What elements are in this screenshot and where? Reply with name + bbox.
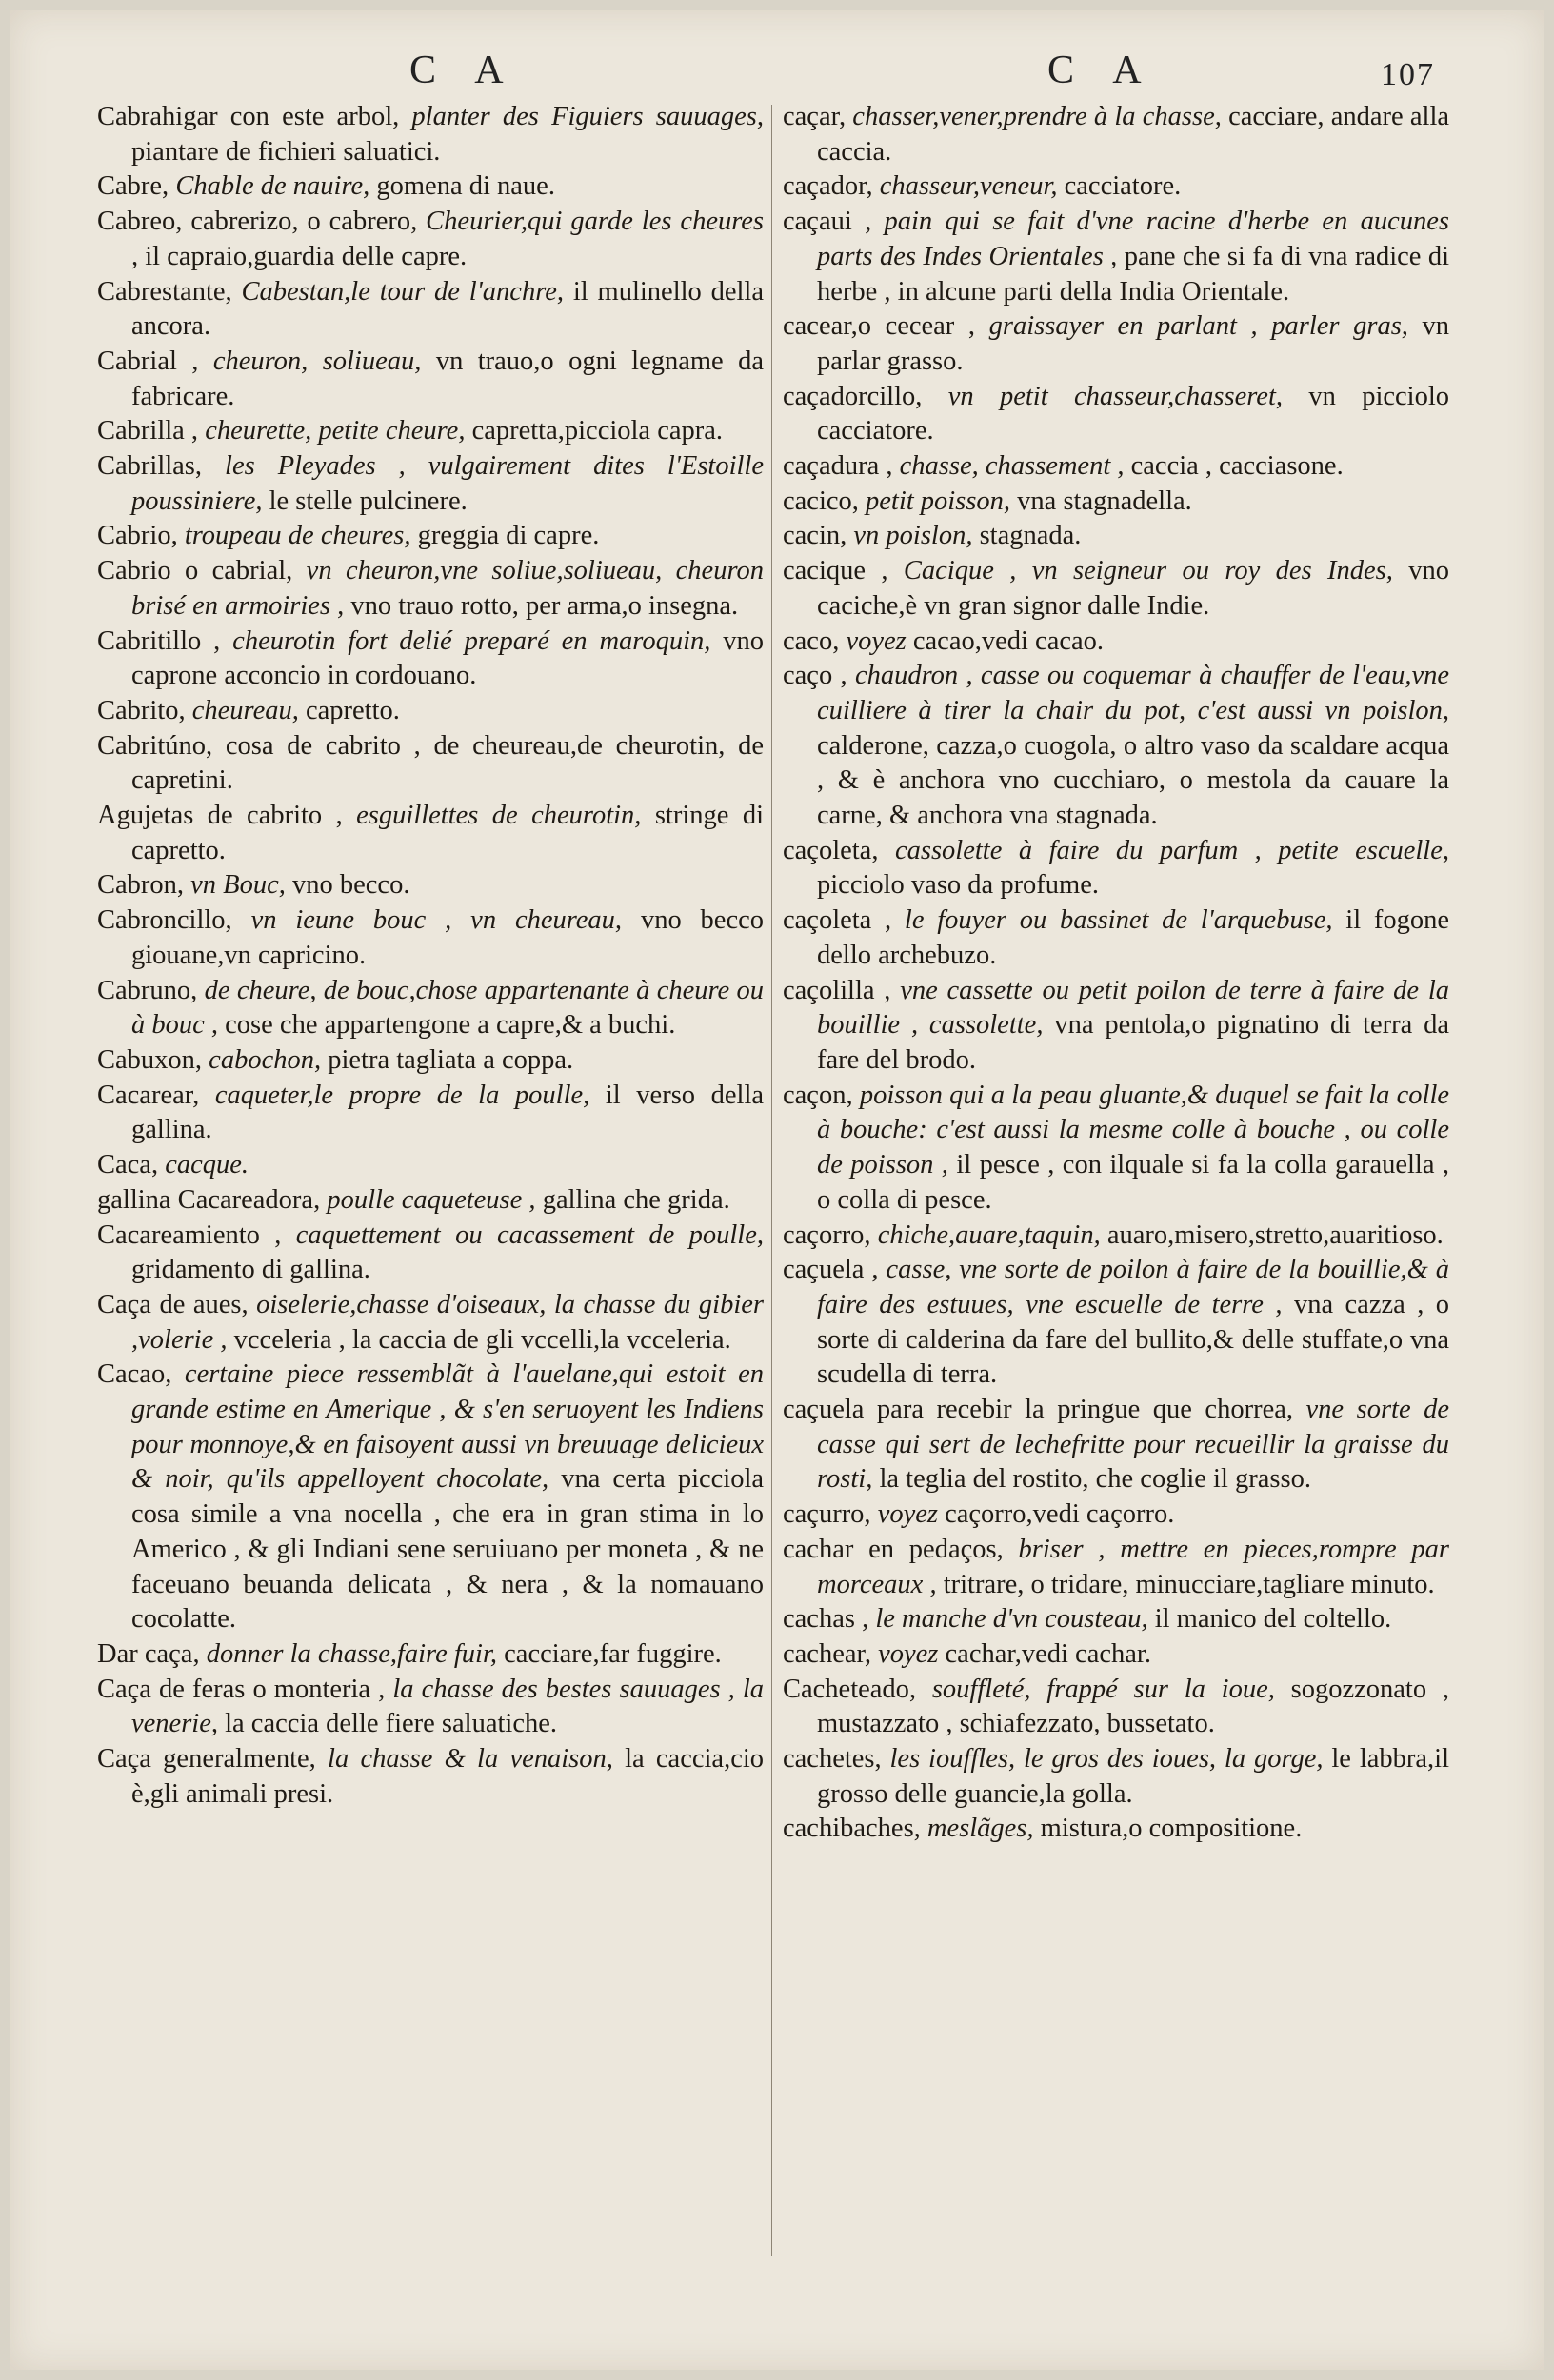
entry-headword: Caça de feras o monteria ,: [97, 1674, 386, 1704]
entry-italian-gloss: vn parlar grasso.: [817, 311, 1450, 376]
dictionary-entry: [783, 169, 1449, 205]
entry-headword: cachibaches,: [783, 1814, 921, 1844]
entry-italian-gloss: il pesce , con ilquale si fa la colla garauella , o colla di pesce.: [817, 1150, 1450, 1215]
entry-italian-gloss: capretta,picciola capra.: [471, 416, 724, 446]
entry-french-gloss: vn cheuron,vne soliue,soliueau, cheuron brisé en armoiries ,: [131, 556, 764, 621]
entry-headword: caçaui ,: [783, 207, 872, 237]
entry-italian-gloss: cacciatore.: [1064, 171, 1182, 202]
entry-headword: Caça generalmente,: [97, 1744, 316, 1775]
dictionary-entry: [783, 485, 1449, 520]
dictionary-entry: [783, 1742, 1449, 1812]
left-column: [97, 100, 764, 1812]
entry-italian-gloss: le labbra,il grosso delle guancie,la golla.: [817, 1744, 1449, 1809]
entry-french-gloss: poisson qui a la peau gluante,& duquel se fait la colle à bouche: c'est aussi la mesme colle à bouche , ou colle de poisson ,: [817, 1080, 1450, 1180]
entry-headword: cacear,o cecear ,: [783, 311, 976, 342]
entry-italian-gloss: cacciare, andare alla caccia.: [817, 102, 1450, 167]
dictionary-entry: [783, 1533, 1449, 1602]
entry-french-gloss: vn Bouc,: [190, 870, 286, 901]
dictionary-entry: [783, 1673, 1449, 1742]
dictionary-entry: [783, 519, 1449, 554]
entry-french-gloss: Cheurier,qui garde les cheures ,: [131, 207, 764, 271]
dictionary-entry: [97, 1742, 764, 1812]
dictionary-entry: [783, 1079, 1449, 1219]
entry-italian-gloss: vno becco.: [292, 870, 410, 901]
entry-french-gloss: souffleté, frappé sur la ioue,: [931, 1674, 1275, 1704]
entry-headword: caçoleta ,: [783, 905, 892, 936]
entry-headword: Cabrahigar con este arbol,: [97, 102, 400, 131]
entry-headword: Cabrito,: [97, 695, 186, 725]
entry-italian-gloss: caçorro,vedi caçorro.: [945, 1499, 1175, 1530]
entry-french-gloss: les Pleyades , vulgairement dites l'Estoille poussiniere,: [131, 451, 764, 516]
entry-headword: Cabritúno,: [97, 730, 213, 761]
entry-headword: caçolilla ,: [783, 975, 891, 1005]
dictionary-entry: [783, 1219, 1449, 1254]
entry-italian-gloss: il manico del coltello.: [1154, 1604, 1392, 1635]
entry-french-gloss: la chasse des bestes sauuages , la venerie,: [131, 1674, 765, 1739]
entry-italian-gloss: calderone, cazza,o cuogola, o altro vaso da scaldare acqua , & è anchora vno cucchiaro, o mestola da cauare la carne, & anchora vna stagnada.: [817, 730, 1449, 831]
dictionary-entry: [97, 275, 764, 345]
entry-headword: Cacao,: [97, 1359, 172, 1390]
dictionary-entry: [97, 625, 764, 694]
entry-headword: cacico,: [783, 486, 859, 516]
entry-headword: cachetes,: [783, 1744, 882, 1775]
dictionary-entry: [783, 1637, 1449, 1673]
entry-french-gloss: chasse, chassement ,: [899, 451, 1125, 482]
entry-italian-gloss: vna cazza , o sorte di calderina da fare del bullito,& delle stuffate,o vna scudella di terra.: [817, 1289, 1450, 1390]
entry-french-gloss: voyez: [878, 1638, 939, 1669]
entry-italian-gloss: cosa de cabrito , de cheureau,de cheurotin, de capretini.: [131, 730, 764, 796]
entry-french-gloss: cheurotin fort delié preparé en maroquin,: [232, 625, 711, 656]
entry-french-gloss: les iouffles, le gros des ioues, la gorge,: [889, 1744, 1324, 1775]
entry-italian-gloss: tritrare, o tridare, minucciare,tagliare minuto.: [943, 1569, 1435, 1599]
entry-french-gloss: chasser,vener,prendre à la chasse,: [852, 102, 1222, 131]
entry-italian-gloss: vno caciche,è vn gran signor dalle Indie.: [817, 556, 1450, 621]
entry-headword: caço ,: [783, 661, 847, 691]
entry-french-gloss: Chable de nauire,: [175, 171, 370, 202]
dictionary-entry: [783, 903, 1449, 973]
entry-french-gloss: le manche d'vn cousteau,: [875, 1604, 1148, 1635]
dictionary-entry: [783, 834, 1449, 903]
entry-french-gloss: casse, vne sorte de poilon à faire de la bouillie,& à faire des estuues, vne escuelle de terre ,: [817, 1255, 1449, 1319]
column-divider: [771, 105, 772, 2256]
entry-italian-gloss: gallina che grida.: [542, 1184, 730, 1215]
entry-italian-gloss: caccia , cacciasone.: [1130, 451, 1344, 482]
entry-french-gloss: cassolette à faire du parfum , petite escuelle,: [894, 835, 1450, 865]
right-running-head: C A: [1047, 49, 1157, 92]
dictionary-entry: [783, 205, 1449, 309]
dictionary-entry: [97, 519, 764, 554]
entry-headword: caçuela ,: [783, 1255, 879, 1285]
entry-italian-gloss: sogozzonato , mustazzato , schiafezzato, bussetato.: [817, 1674, 1450, 1739]
dictionary-entry: [97, 414, 764, 449]
dictionary-entry: [97, 799, 764, 868]
dictionary-entry: [783, 974, 1449, 1079]
dictionary-entry: [97, 1673, 764, 1742]
entry-french-gloss: troupeau de cheures,: [184, 521, 411, 551]
dictionary-entry: [783, 625, 1449, 660]
dictionary-entry: [97, 903, 764, 973]
entry-french-gloss: vn poislon,: [853, 521, 973, 551]
dictionary-entry: [783, 1812, 1449, 1847]
entry-italian-gloss: picciolo vaso da profume.: [817, 870, 1099, 901]
entry-french-gloss: certaine piece ressemblãt à l'auelane,qui estoit en grande estime en Amerique , & s'en seruoyent les Indiens pour monnoye,& en faisoyent aussi vn breuuage delicieux & noir, qu'ils appelloyent chocolate,: [131, 1359, 764, 1495]
entry-headword: cachas ,: [783, 1604, 869, 1635]
entry-french-gloss: petit poisson,: [866, 486, 1011, 516]
entry-headword: Cabreo, cabrerizo, o cabrero,: [97, 207, 418, 237]
dictionary-entry: [783, 449, 1449, 485]
entry-headword: Cabron,: [97, 870, 185, 901]
entry-headword: caçoleta,: [783, 835, 879, 865]
entry-french-gloss: la chasse & la venaison,: [328, 1744, 613, 1775]
dictionary-entry: [97, 169, 764, 205]
dictionary-entry: [783, 309, 1449, 379]
entry-french-gloss: briser , mettre en pieces,rompre par morceaux ,: [817, 1534, 1449, 1599]
entry-french-gloss: vn petit chasseur,chasseret,: [947, 381, 1283, 411]
entry-french-gloss: cabochon,: [209, 1044, 322, 1075]
entry-french-gloss: vne sorte de casse qui sert de lechefritte pour recueillir la graisse du rosti,: [817, 1395, 1450, 1495]
entry-headword: Cabrestante,: [97, 276, 232, 307]
dictionary-entry: [97, 449, 764, 519]
dictionary-entry: [97, 729, 764, 799]
entry-headword: caçurro,: [783, 1499, 871, 1530]
entry-headword: Cabrio o cabrial,: [97, 556, 293, 586]
entry-italian-gloss: greggia di capre.: [417, 521, 600, 551]
dictionary-entry: [97, 1043, 764, 1079]
entry-headword: Cacareamiento ,: [97, 1220, 282, 1250]
dictionary-entry: [97, 868, 764, 903]
entry-headword: Dar caça,: [97, 1638, 200, 1669]
entry-headword: Cabroncillo,: [97, 905, 232, 936]
right-column: [783, 100, 1449, 1847]
dictionary-entry: [97, 1637, 764, 1673]
dictionary-entry: [783, 659, 1449, 834]
dictionary-entry: [783, 554, 1449, 624]
entry-italian-gloss: vcceleria , la caccia de gli vccelli,la vcceleria.: [233, 1324, 731, 1355]
entry-headword: Caca,: [97, 1150, 159, 1180]
entry-italian-gloss: il mulinello della ancora.: [131, 276, 765, 342]
entry-italian-gloss: la caccia delle fiere saluatiche.: [225, 1709, 557, 1739]
dictionary-page: [10, 10, 1544, 2370]
entry-italian-gloss: le stelle pulcinere.: [269, 486, 468, 516]
dictionary-entry: [783, 1497, 1449, 1533]
entry-italian-gloss: vno caprone acconcio in cordouano.: [131, 625, 765, 691]
dictionary-entry: [97, 1358, 764, 1637]
entry-french-gloss: cheureau,: [191, 695, 299, 725]
entry-french-gloss: vne cassette ou petit poilon de terre à faire de la bouillie , cassolette,: [817, 975, 1449, 1041]
entry-headword: cachear,: [783, 1638, 871, 1669]
entry-italian-gloss: vn trauo,o ogni legname da fabricare.: [131, 346, 765, 411]
dictionary-entry: [97, 1219, 764, 1288]
entry-french-gloss: chaudron , casse ou coquemar à chauffer de l'eau,vne cuilliere à tirer la chair du pot, c'est aussi vn poislon,: [817, 661, 1450, 725]
entry-headword: Cabritillo ,: [97, 625, 221, 656]
entry-french-gloss: poulle caqueteuse ,: [327, 1184, 536, 1215]
entry-french-gloss: planter des Figuiers sauuages,: [411, 102, 765, 131]
entry-headword: Agujetas de cabrito ,: [97, 801, 343, 831]
dictionary-entry: [97, 554, 764, 624]
dictionary-entry: [97, 974, 764, 1043]
entry-headword: Cacarear,: [97, 1080, 200, 1110]
entry-headword: cacique ,: [783, 556, 888, 586]
entry-french-gloss: cacque.: [165, 1150, 249, 1180]
entry-french-gloss: chasseur,veneur,: [879, 171, 1058, 202]
entry-italian-gloss: vno trauo rotto, per arma,o insegna.: [350, 590, 739, 621]
entry-french-gloss: Cabestan,le tour de l'anchre,: [241, 276, 565, 307]
entry-headword: Caça de aues,: [97, 1289, 249, 1319]
entry-headword: caçadura ,: [783, 451, 893, 482]
dictionary-entry: [97, 1183, 764, 1219]
dictionary-entry: [97, 100, 764, 169]
entry-french-gloss: donner la chasse,faire fuir,: [206, 1638, 498, 1669]
entry-french-gloss: de cheure, de bouc,chose appartenante à cheure ou à bouc ,: [131, 975, 765, 1041]
dictionary-entry: [783, 1393, 1449, 1497]
entry-italian-gloss: il fogone dello archebuzo.: [817, 905, 1449, 970]
entry-headword: Cabre,: [97, 171, 169, 202]
entry-french-gloss: le fouyer ou bassinet de l'arquebuse,: [904, 905, 1333, 936]
entry-french-gloss: caqueter,le propre de la poulle,: [214, 1080, 590, 1110]
entry-french-gloss: pain qui se fait d'vne racine d'herbe en aucunes parts des Indes Orientales ,: [817, 207, 1450, 271]
entry-italian-gloss: cose che appartengone a capre,& a buchi.: [225, 1010, 676, 1041]
entry-french-gloss: voyez: [846, 625, 906, 656]
entry-french-gloss: chiche,auare,taquin,: [877, 1220, 1101, 1250]
entry-french-gloss: Cacique , vn seigneur ou roy des Indes,: [903, 556, 1393, 586]
entry-headword: Cabrilla ,: [97, 416, 199, 446]
entry-italian-gloss: stagnada.: [979, 521, 1082, 551]
entry-headword: Cacheteado,: [783, 1674, 917, 1704]
dictionary-entry: [783, 380, 1449, 449]
dictionary-entry: [97, 1148, 764, 1183]
entry-french-gloss: oiselerie,chasse d'oiseaux, la chasse du gibier ,volerie ,: [131, 1289, 764, 1355]
dictionary-entry: [97, 205, 764, 274]
entry-italian-gloss: vno becco giouane,vn capricino.: [131, 905, 765, 970]
entry-headword: caçuela para recebir la pringue que chorrea,: [783, 1395, 1293, 1425]
entry-italian-gloss: il verso della gallina.: [131, 1080, 765, 1145]
entry-headword: caçorro,: [783, 1220, 871, 1250]
dictionary-entry: [97, 1288, 764, 1358]
entry-italian-gloss: il capraio,guardia delle capre.: [145, 241, 468, 271]
entry-french-gloss: cheurette, petite cheure,: [205, 416, 466, 446]
entry-french-gloss: esguillettes de cheurotin,: [356, 801, 642, 831]
entry-headword: caçon,: [783, 1080, 853, 1110]
entry-italian-gloss: la teglia del rostito, che coglie il grasso.: [879, 1464, 1311, 1495]
entry-french-gloss: graissayer en parlant , parler gras,: [988, 311, 1408, 342]
entry-headword: Cabrial ,: [97, 346, 199, 376]
dictionary-entry: [97, 1079, 764, 1148]
entry-french-gloss: caquettement ou cacassement de poulle,: [295, 1220, 764, 1250]
entry-french-gloss: vn ieune bouc , vn cheureau,: [250, 905, 623, 936]
entry-italian-gloss: stringe di capretto.: [131, 801, 764, 865]
entry-headword: caçar,: [783, 102, 847, 131]
left-running-head: C A: [409, 49, 519, 92]
entry-italian-gloss: cacao,vedi cacao.: [912, 625, 1105, 656]
entry-headword: gallina Cacareadora,: [97, 1184, 321, 1215]
entry-italian-gloss: pietra tagliata a coppa.: [328, 1044, 574, 1075]
entry-headword: caco,: [783, 625, 840, 656]
dictionary-entry: [97, 345, 764, 414]
dictionary-entry: [97, 694, 764, 729]
entry-italian-gloss: vna certa picciola cosa simile a vna nocella , che era in gran stima in lo Americo , & gli Indiani sene seruiuano per moneta , & ne faceuano beuanda delicata , & nera , & la nomauano cocolatte.: [131, 1464, 765, 1635]
entry-italian-gloss: cacciare,far fuggire.: [504, 1638, 722, 1669]
entry-italian-gloss: capretto.: [305, 695, 400, 725]
entry-italian-gloss: vna stagnadella.: [1017, 486, 1192, 516]
entry-italian-gloss: cachar,vedi cachar.: [945, 1638, 1151, 1669]
entry-french-gloss: cheuron, soliueau,: [212, 346, 422, 376]
entry-french-gloss: meslãges,: [926, 1814, 1034, 1844]
dictionary-entry: [783, 100, 1449, 169]
entry-headword: Cabrio,: [97, 521, 178, 551]
entry-italian-gloss: pane che si fa di vna radice di herbe , in alcune parti della India Orientale.: [817, 241, 1450, 307]
entry-headword: cachar en pedaços,: [783, 1534, 1004, 1564]
entry-italian-gloss: mistura,o compositione.: [1040, 1814, 1303, 1844]
page-number: 107: [1381, 57, 1435, 92]
entry-italian-gloss: la caccia,cio è,gli animali presi.: [131, 1744, 765, 1809]
entry-italian-gloss: vn picciolo cacciatore.: [817, 381, 1450, 446]
entry-headword: caçadorcillo,: [783, 381, 923, 411]
entry-headword: Cabruno,: [97, 975, 198, 1005]
entry-headword: Cabuxon,: [97, 1044, 203, 1075]
entry-french-gloss: voyez: [877, 1499, 938, 1530]
entry-headword: caçador,: [783, 171, 873, 202]
dictionary-entry: [783, 1602, 1449, 1637]
dictionary-entry: [783, 1253, 1449, 1393]
entry-italian-gloss: vna pentola,o pignatino di terra da fare del brodo.: [817, 1010, 1449, 1075]
entry-headword: cacin,: [783, 521, 847, 551]
entry-headword: Cabrillas,: [97, 451, 203, 482]
entry-italian-gloss: gridamento di gallina.: [131, 1255, 370, 1285]
entry-italian-gloss: auaro,misero,stretto,auaritioso.: [1106, 1220, 1444, 1250]
entry-italian-gloss: piantare de fichieri saluatici.: [131, 136, 441, 167]
entry-italian-gloss: gomena di naue.: [376, 171, 555, 202]
